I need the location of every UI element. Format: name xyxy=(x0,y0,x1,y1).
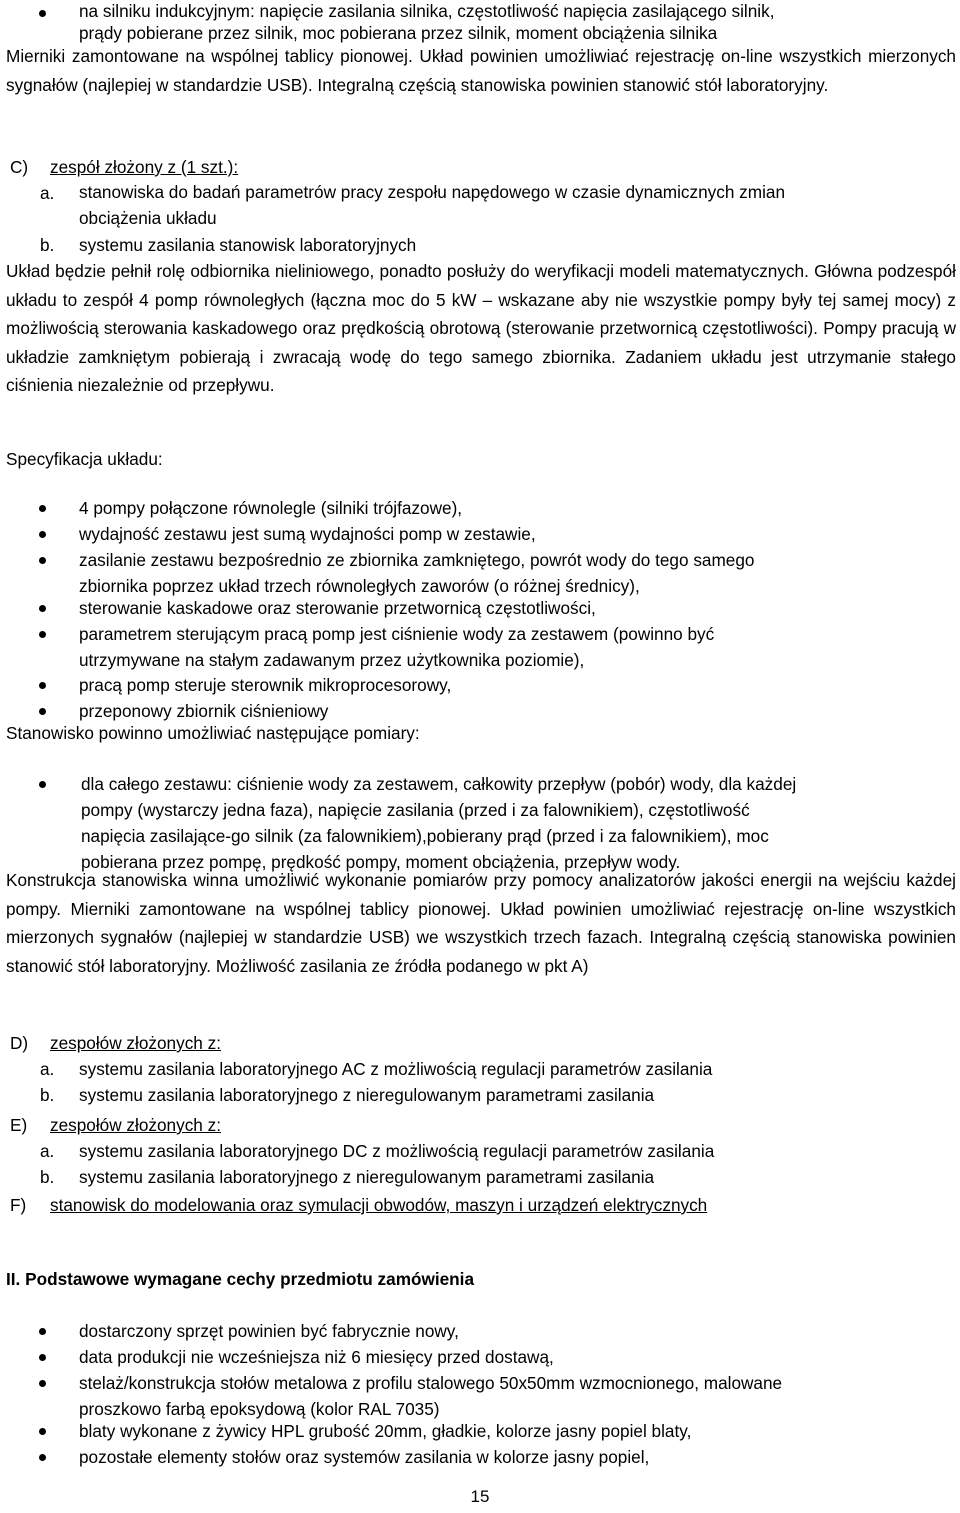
item-label: a. xyxy=(40,1059,55,1079)
bullet-text: sterowanie kaskadowe oraz sterowanie przetwornicą częstotliwości, xyxy=(79,598,596,618)
paragraph-system: Układ będzie pełnił rolę odbiornika nieliniowego, ponadto posłuży do weryfikacji modeli matematycznych. Główna podzespół układu to zespół 4 pomp równoległych (łączna moc do 5 kW – wskazane aby nie wszystkie pompy były tej samej mocy) z możliwością sterowania kaskadowego oraz prędkością obrotową (sterowanie przetwornicą częstotliwości). Pompy pracują w układzie zamkniętym pobierają i zwracają wodę do tego samego zbiornika. Zadaniem układu jest utrzymanie stałego ciśnienia niezależnie od przepływu. xyxy=(6,261,956,396)
text-line: dla całego zestawu: ciśnienie wody za zestawem, całkowity przepływ (pobór) wody, dla każdej xyxy=(81,774,797,794)
section-ii-heading: II. Podstawowe wymagane cechy przedmiotu zamówienia xyxy=(6,1269,475,1289)
bullet-text: przeponowy zbiornik ciśnieniowy xyxy=(79,701,329,721)
bullet-text: dostarczony sprzęt powinien być fabrycznie nowy, xyxy=(79,1321,459,1341)
text-line: napięcia zasilające-go silnik (za falownikiem),pobierany prąd (przed i za falownikiem), moc xyxy=(81,826,769,846)
section-c-item-b: systemu zasilania stanowisk laboratoryjnych xyxy=(79,235,417,255)
paragraph-meters: Mierniki zamontowane na wspólnej tablicy pionowej. Układ powinien umożliwiać rejestrację on-line wszystkich mierzonych sygnałów (najlepiej w standardzie USB). Integralną częścią stanowiska powinien stanowić stół laboratoryjny. xyxy=(6,46,956,95)
bullet-text: 4 pompy połączone równolegle (silniki trójfazowe), xyxy=(79,498,463,518)
bullet-dot xyxy=(39,605,46,612)
bullet-dot xyxy=(39,1328,46,1335)
text-line: prądy pobierane przez silnik, moc pobierana przez silnik, moment obciążenia silnika xyxy=(79,23,718,43)
section-d-item-a: systemu zasilania laboratoryjnego AC z możliwością regulacji parametrów zasilania xyxy=(79,1059,713,1079)
bullet-dot xyxy=(39,1354,46,1361)
section-c-item-a xyxy=(79,179,785,231)
section-e-label: E) xyxy=(10,1115,28,1135)
section-d-label: D) xyxy=(10,1033,29,1053)
bullet-text xyxy=(79,0,957,44)
bullet-text: data produkcji nie wcześniejsza niż 6 miesięcy przed dostawą, xyxy=(79,1347,554,1367)
bullet-dot xyxy=(39,708,46,715)
text-line: stelaż/konstrukcja stołów metalowa z profilu stalowego 50x50mm wzmocnionego, malowane xyxy=(79,1373,783,1393)
bullet-text xyxy=(79,1370,957,1422)
section-c-title: zespół złożony z (1 szt.): xyxy=(50,157,239,177)
spec-heading: Specyfikacja układu: xyxy=(6,449,163,469)
text-line: obciążenia układu xyxy=(79,208,217,228)
text-line: pompy (wystarczy jedna faza), napięcie zasilania (przed i za falownikiem), częstotliwość xyxy=(81,800,750,820)
item-label: b. xyxy=(40,1167,55,1187)
text-line: parametrem sterującym pracą pomp jest ciśnienie wody za zestawem (powinno być xyxy=(79,624,715,644)
section-d-item-b: systemu zasilania laboratoryjnego z nieregulowanym parametrami zasilania xyxy=(79,1085,655,1105)
section-e-title: zespołów złożonych z: xyxy=(50,1115,222,1135)
section-d-title: zespołów złożonych z: xyxy=(50,1033,222,1053)
text-line: na silniku indukcyjnym: napięcie zasilania silnika, częstotliwość napięcia zasilającego silnik, xyxy=(79,1,775,21)
bullet-dot xyxy=(39,1454,46,1461)
bullet-text: pracą pomp steruje sterownik mikroprocesorowy, xyxy=(79,675,452,695)
item-label: a. xyxy=(40,183,55,203)
section-f-title: stanowisk do modelowania oraz symulacji obwodów, maszyn i urządzeń elektrycznych xyxy=(50,1195,708,1215)
bullet-text xyxy=(79,621,957,673)
section-f-label: F) xyxy=(10,1195,27,1215)
bullet-dot xyxy=(39,781,46,788)
item-label: b. xyxy=(40,235,55,255)
bullet-dot xyxy=(39,1380,46,1387)
bullet-dot xyxy=(39,531,46,538)
bullet-text: pozostałe elementy stołów oraz systemów zasilania w kolorze jasny popiel, xyxy=(79,1447,650,1467)
bullet-dot xyxy=(39,1428,46,1435)
section-e-item-b: systemu zasilania laboratoryjnego z nieregulowanym parametrami zasilania xyxy=(79,1167,655,1187)
bullet-text: blaty wykonane z żywicy HPL grubość 20mm, gładkie, kolorze jasny popiel blaty, xyxy=(79,1421,692,1441)
section-e-item-a: systemu zasilania laboratoryjnego DC z możliwością regulacji parametrów zasilania xyxy=(79,1141,715,1161)
text-line: stanowiska do badań parametrów pracy zespołu napędowego w czasie dynamicznych zmian xyxy=(79,182,786,202)
section-c-label: C) xyxy=(10,157,29,177)
item-label: a. xyxy=(40,1141,55,1161)
paragraph-construction: Konstrukcja stanowiska winna umożliwić wykonanie pomiarów przy pomocy analizatorów jakości energii na wejściu każdej pompy. Mierniki zamontowane na wspólnej tablicy pionowej. Układ powinien umożliwiać rejestrację on-line wszystkich mierzonych sygnałów (najlepiej w standardzie USB) we wszystkich trzech fazach. Integralną częścią stanowiska powinien stanowić stół laboratoryjny. Możliwość zasilania ze źródła podanego w pkt A) xyxy=(6,870,956,976)
bullet-text xyxy=(81,771,959,875)
bullet-text xyxy=(79,547,957,599)
bullet-dot xyxy=(39,10,46,17)
page-number: 15 xyxy=(470,1487,490,1506)
text-line: zasilanie zestawu bezpośrednio ze zbiornika zamkniętego, powrót wody do tego samego xyxy=(79,550,755,570)
bullet-dot xyxy=(39,631,46,638)
text-line: zbiornika poprzez układ trzech równoległych zaworów (o różnej średnicy), xyxy=(79,576,640,596)
bullet-dot xyxy=(39,505,46,512)
bullet-dot xyxy=(39,557,46,564)
text-line: utrzymywane na stałym zadawanym przez użytkownika poziomie), xyxy=(79,650,585,670)
bullet-dot xyxy=(39,682,46,689)
bullet-text: wydajność zestawu jest sumą wydajności pomp w zestawie, xyxy=(79,524,536,544)
item-label: b. xyxy=(40,1085,55,1105)
text-line: proszkowo farbą epoksydową (kolor RAL 7035) xyxy=(79,1399,440,1419)
text-line: pobierana przez pompę, prędkość pompy, moment obciążenia, przepływ wody. xyxy=(81,852,681,872)
measure-heading: Stanowisko powinno umożliwiać następujące pomiary: xyxy=(6,723,420,743)
